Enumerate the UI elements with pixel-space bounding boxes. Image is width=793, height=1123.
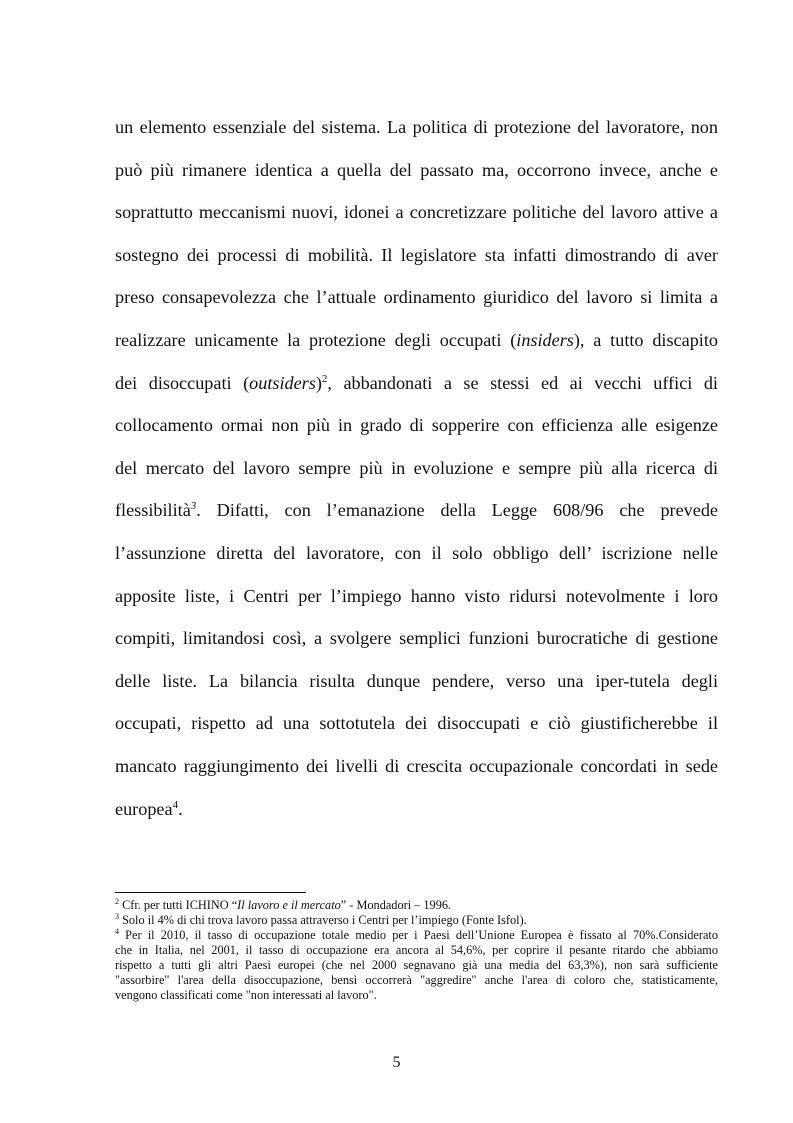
footnote-line: "assorbire" l'area della disoccupazione, bensì occorrerà "aggredire" anche l'area di coloro che, statisticamente, [115,973,718,987]
text-line [115,366,718,409]
italic-term-insiders: insiders [516,329,574,350]
footnote-text: Per il 2010, il tasso di occupazione totale medio per i Paesi dell’Unione Europea è fissato al 70%.Considerato [119,928,718,942]
text-span: ) [315,372,322,393]
footnote-ref-3-label: 3 [190,500,197,513]
footnote-2 [115,898,718,913]
text-span: . [178,798,183,819]
footnote-text: Cfr. per tutti ICHINO “ [119,898,238,912]
text-line: delle liste. La bilancia risulta dunque pendere, verso una iper-tutela degli [115,670,718,691]
body-paragraph [115,110,718,834]
footnote-line: rispetto a tutti gli altri Paesi europei (che nel 2000 segnavano già una media del 63,3%), non sarà sufficiente [115,958,718,972]
text-line: collocamento ormai non più in grado di sopperire con efficienza alle esigenze [115,415,718,436]
text-line: preso consapevolezza che l’attuale ordinamento giuridico del lavoro si limita a [115,287,718,308]
footnote-ref-4[interactable]: 4 [172,798,179,811]
text-line: occupati, rispetto ad una sottotutela dei disoccupati e ciò giustificherebbe il [115,713,718,734]
footnote-separator [115,892,306,893]
footnote-number: 4 [115,926,119,936]
text-line: un elemento essenziale del sistema. La politica di protezione del lavoratore, non [115,117,718,137]
text-line: soprattutto meccanismi nuovi, idonei a concretizzare politiche del lavoro attive a [115,202,718,223]
footnote-line [115,928,718,943]
footnote-number: 2 [115,896,119,906]
text-span: flessibilità [115,500,191,521]
footnotes-section [115,898,718,1003]
text-line: mancato raggiungimento dei livelli di crescita occupazionale concordati in sede [115,755,718,776]
text-line: apposite liste, i Centri per l’impiego hanno visto ridursi notevolmente i loro [115,585,718,606]
text-line: sostegno dei processi di mobilità. Il legislatore sta infatti dimostrando di aver [115,244,718,265]
text-span: europea [115,798,173,819]
footnote-ref-2[interactable]: 2 [321,372,328,385]
footnote-text: ” - Mondadori – 1996. [340,898,452,912]
text-line: compiti, limitandosi così, a svolgere semplici funzioni burocratiche di gestione [115,628,718,649]
footnote-3 [115,913,718,928]
text-line: l’assunzione diretta del lavoratore, con il solo obbligo dell’ iscrizione nelle [115,542,718,563]
text-line [115,792,718,835]
text-span: dei disoccupati ( [115,372,250,393]
text-span: ), a tutto discapito [573,329,718,350]
text-span: , abbandonati a se stessi ed ai vecchi uffici di [327,372,718,393]
footnote-number: 3 [115,911,119,921]
text-span: . Difatti, con l’emanazione della Legge 608/96 che prevede [196,500,718,521]
text-line [115,493,718,536]
footnote-text: Solo il 4% di chi trova lavoro passa attraverso i Centri per l’impiego (Fonte Isfol). [119,913,527,927]
footnote-line: che in Italia, nel 2001, il tasso di occupazione era ancora al 54,6%, per coprire il pesante ritardo che abbiamo [115,943,718,957]
footnote-italic-title: Il lavoro e il mercato [237,898,341,912]
footnote-4 [115,928,718,1003]
page-number: 5 [392,1054,401,1071]
text-line: del mercato del lavoro sempre più in evoluzione e sempre più alla ricerca di [115,457,718,478]
italic-term-outsiders: outsiders [249,372,316,393]
text-line [115,323,718,366]
text-span: realizzare unicamente la protezione degli occupati ( [115,329,517,350]
text-line: può più rimanere identica a quella del passato ma, occorrono invece, anche e [115,159,718,180]
footnote-line: vengono classificati come "non interessati al lavoro". [115,988,377,1002]
